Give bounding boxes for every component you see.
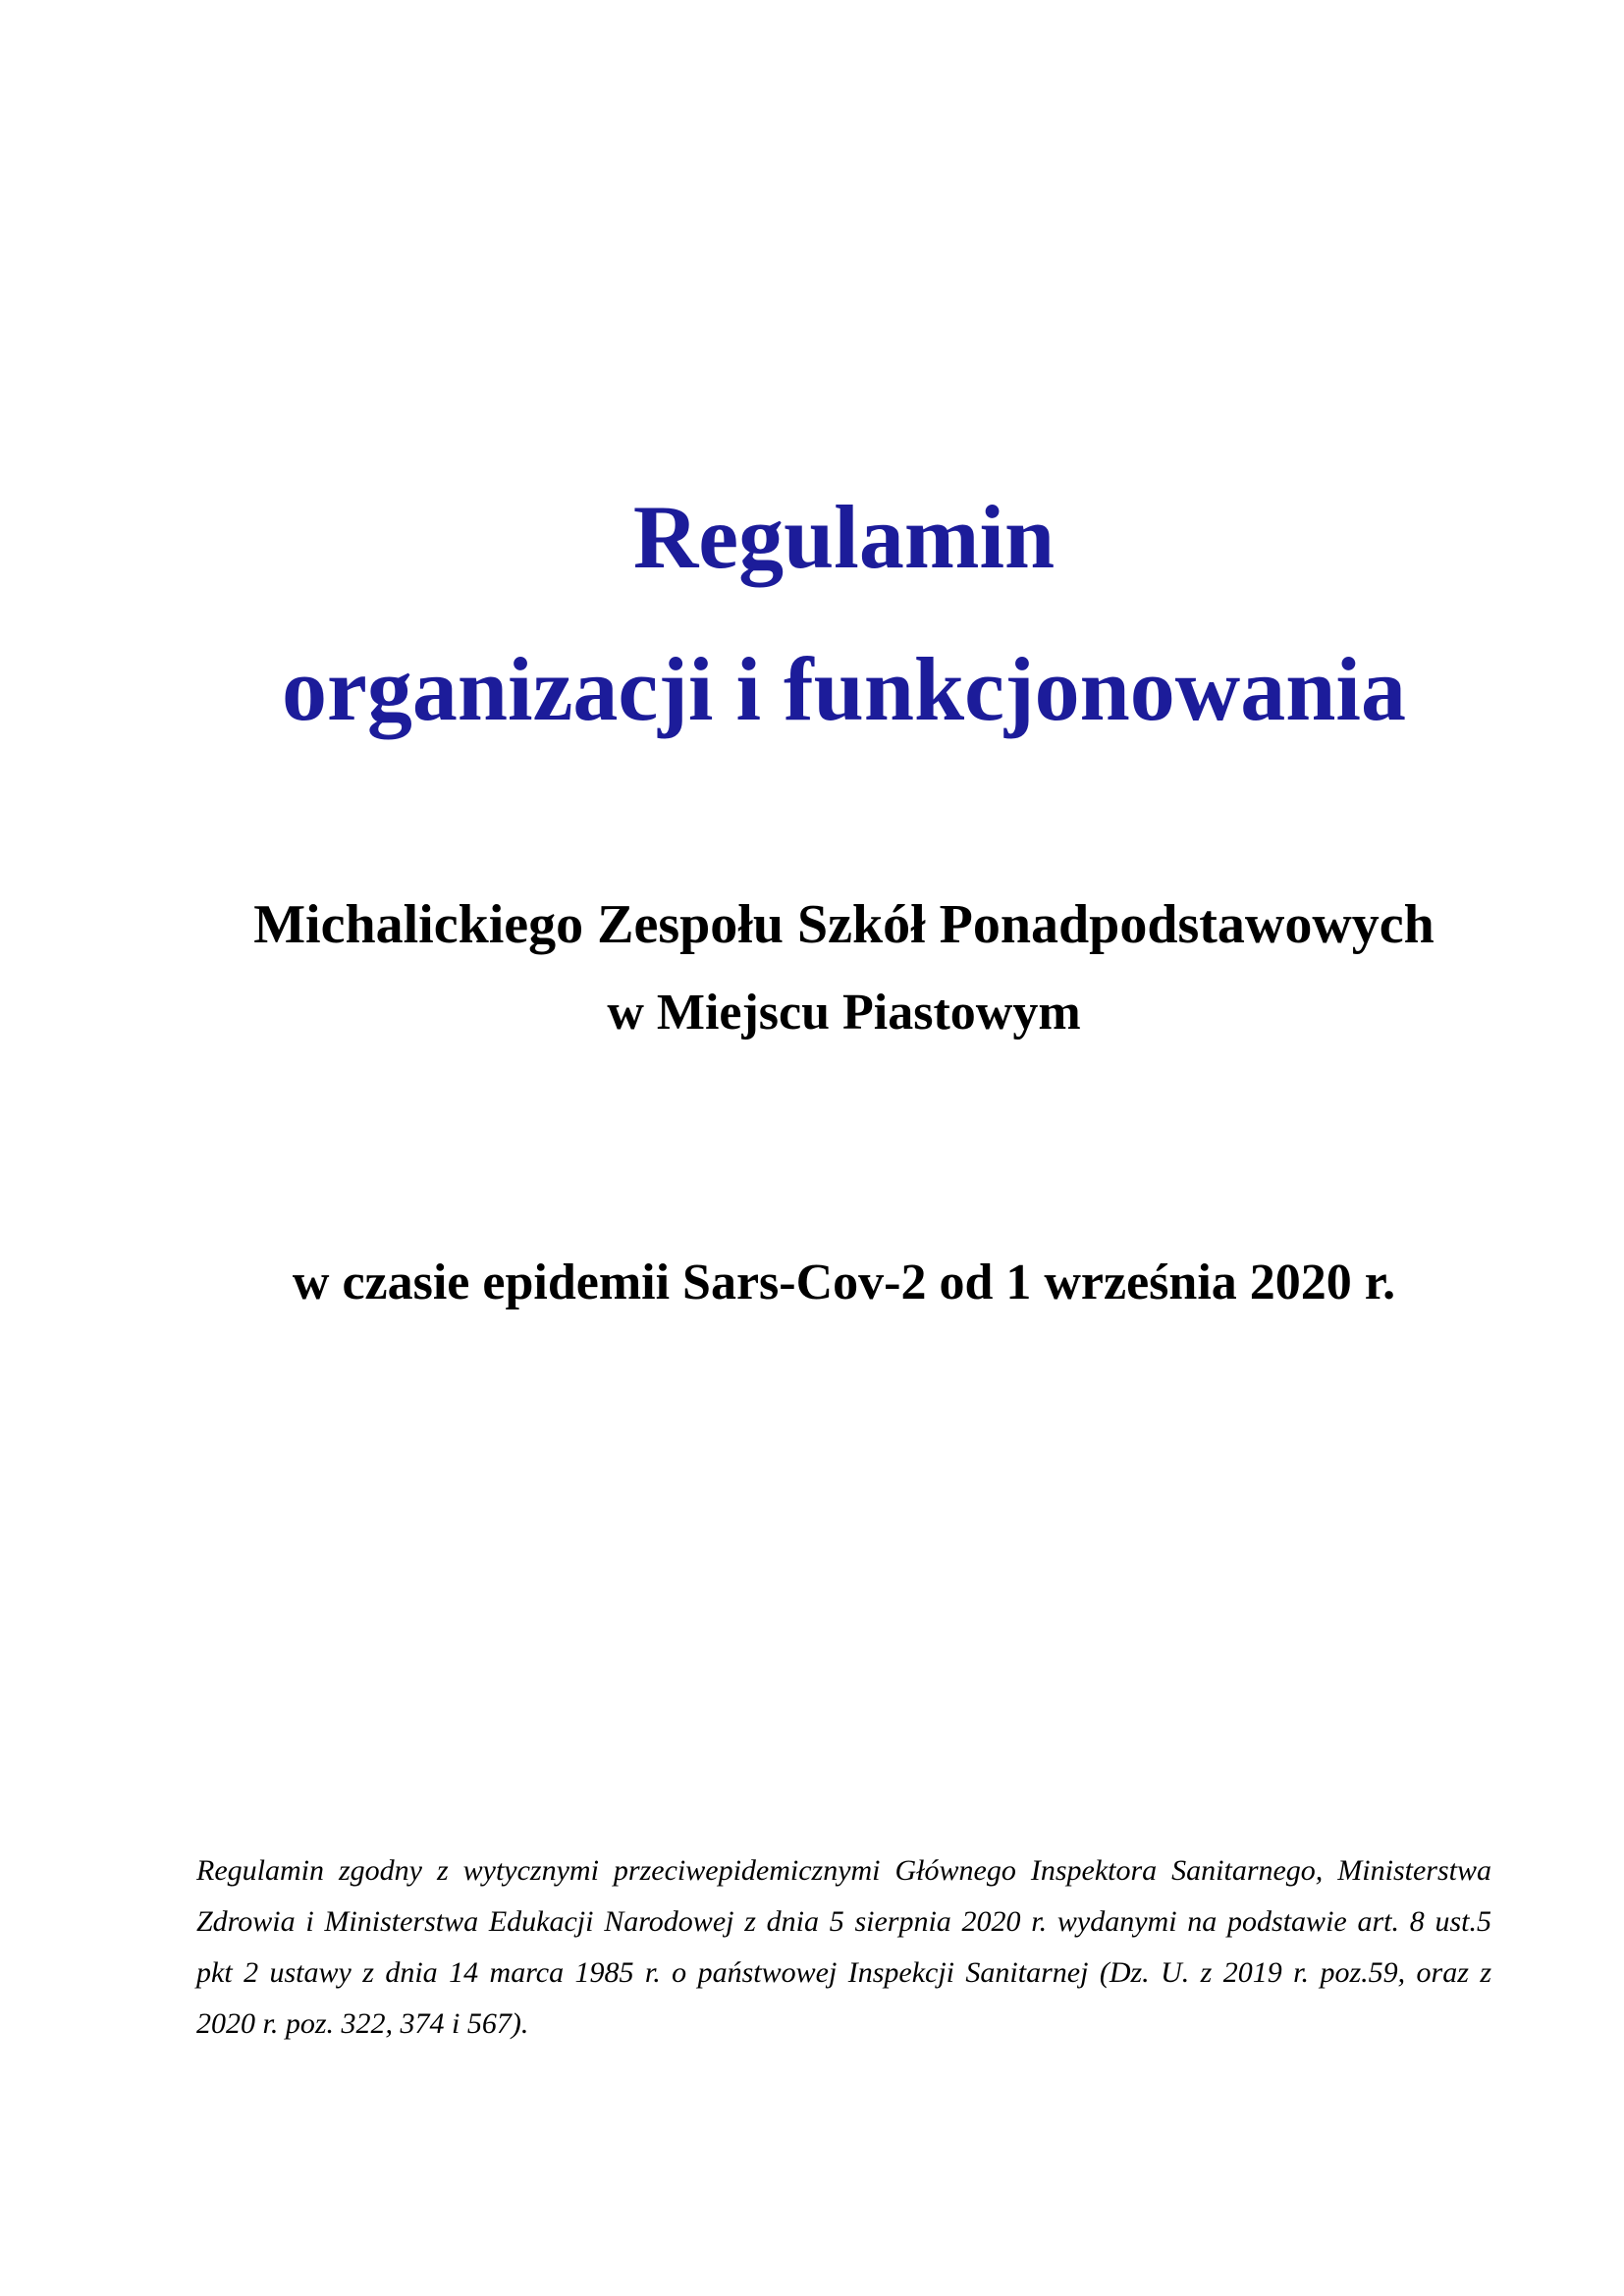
legal-note: [196, 1845, 1491, 2050]
institution-name: Michalickiego Zespołu Szkół Ponadpodstawowych: [253, 894, 1435, 955]
legal-note-line: Zdrowia i Ministerstwa Edukacji Narodowej z dnia 5 sierpnia 2020 r. wydanymi na podstawie art. 8 ust.5: [196, 1905, 1491, 1938]
document-title-line-2: organizacji i funkcjonowania: [282, 639, 1406, 739]
legal-note-line: pkt 2 ustawy z dnia 14 marca 1985 r. o państwowej Inspekcji Sanitarnej (Dz. U. z 2019 r. poz.59, oraz z: [196, 1956, 1491, 1989]
legal-note-line: Regulamin zgodny z wytycznymi przeciwepidemicznymi Głównego Inspektora Sanitarnego, Ministerstwa: [196, 1854, 1491, 1887]
institution-location: w Miejscu Piastowym: [607, 985, 1081, 1041]
document-title-line-1: Regulamin: [632, 487, 1056, 587]
legal-note-line: 2020 r. poz. 322, 374 i 567).: [196, 2007, 529, 2040]
validity-period: w czasie epidemii Sars-Cov-2 od 1 września 2020 r.: [292, 1255, 1396, 1310]
